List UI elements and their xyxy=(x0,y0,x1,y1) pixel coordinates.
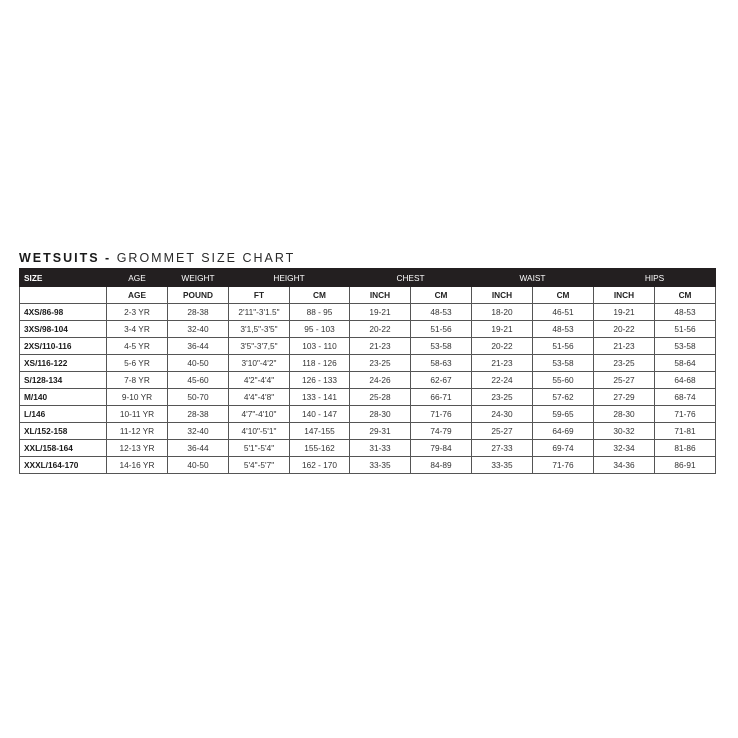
cell-waist-inch: 25-27 xyxy=(472,423,533,440)
cell-height-ft: 4'2"-4'4" xyxy=(229,372,290,389)
cell-height-ft: 3'1,5"-3'5" xyxy=(229,321,290,338)
header-size: SIZE xyxy=(20,269,107,287)
cell-weight-pound: 32-40 xyxy=(168,423,229,440)
cell-chest-cm: 66-71 xyxy=(411,389,472,406)
cell-waist-cm: 64-69 xyxy=(533,423,594,440)
cell-hips-cm: 86-91 xyxy=(655,457,716,474)
cell-size: M/140 xyxy=(20,389,107,406)
cell-chest-cm: 84-89 xyxy=(411,457,472,474)
cell-chest-cm: 74-79 xyxy=(411,423,472,440)
header-waist: WAIST xyxy=(472,269,594,287)
cell-chest-inch: 31-33 xyxy=(350,440,411,457)
cell-size: XXXL/164-170 xyxy=(20,457,107,474)
cell-chest-cm: 51-56 xyxy=(411,321,472,338)
sub-header-hips-inch: INCH xyxy=(594,287,655,304)
table-row xyxy=(20,423,716,440)
cell-hips-inch: 25-27 xyxy=(594,372,655,389)
table-row xyxy=(20,304,716,321)
cell-weight-pound: 36-44 xyxy=(168,440,229,457)
cell-waist-inch: 21-23 xyxy=(472,355,533,372)
chart-title xyxy=(19,250,715,266)
cell-height-cm: 126 - 133 xyxy=(290,372,350,389)
cell-hips-inch: 34-36 xyxy=(594,457,655,474)
sub-header-row xyxy=(20,287,716,304)
cell-height-ft: 4'7"-4'10" xyxy=(229,406,290,423)
cell-hips-inch: 27-29 xyxy=(594,389,655,406)
cell-chest-cm: 58-63 xyxy=(411,355,472,372)
cell-age: 4-5 YR xyxy=(107,338,168,355)
cell-age: 11-12 YR xyxy=(107,423,168,440)
cell-chest-cm: 62-67 xyxy=(411,372,472,389)
cell-age: 10-11 YR xyxy=(107,406,168,423)
cell-hips-cm: 51-56 xyxy=(655,321,716,338)
cell-chest-inch: 25-28 xyxy=(350,389,411,406)
sub-header-age: AGE xyxy=(107,287,168,304)
sub-header-empty xyxy=(20,287,107,304)
cell-height-cm: 147-155 xyxy=(290,423,350,440)
cell-age: 9-10 YR xyxy=(107,389,168,406)
cell-height-cm: 133 - 141 xyxy=(290,389,350,406)
cell-age: 7-8 YR xyxy=(107,372,168,389)
cell-age: 14-16 YR xyxy=(107,457,168,474)
cell-weight-pound: 40-50 xyxy=(168,355,229,372)
cell-age: 3-4 YR xyxy=(107,321,168,338)
chart-title-light: GROMMET SIZE CHART xyxy=(116,251,296,265)
cell-chest-cm: 48-53 xyxy=(411,304,472,321)
cell-age: 2-3 YR xyxy=(107,304,168,321)
cell-chest-inch: 29-31 xyxy=(350,423,411,440)
cell-height-cm: 162 - 170 xyxy=(290,457,350,474)
cell-height-cm: 95 - 103 xyxy=(290,321,350,338)
cell-hips-inch: 30-32 xyxy=(594,423,655,440)
cell-weight-pound: 36-44 xyxy=(168,338,229,355)
cell-height-cm: 118 - 126 xyxy=(290,355,350,372)
cell-size: XS/116-122 xyxy=(20,355,107,372)
cell-chest-inch: 19-21 xyxy=(350,304,411,321)
chart-title-bold: WETSUITS - xyxy=(19,251,112,265)
cell-size: 3XS/98-104 xyxy=(20,321,107,338)
cell-size: S/128-134 xyxy=(20,372,107,389)
cell-hips-cm: 58-64 xyxy=(655,355,716,372)
cell-waist-inch: 33-35 xyxy=(472,457,533,474)
table-row xyxy=(20,457,716,474)
cell-waist-cm: 57-62 xyxy=(533,389,594,406)
sub-header-chest-cm: CM xyxy=(411,287,472,304)
table-row xyxy=(20,355,716,372)
cell-chest-inch: 21-23 xyxy=(350,338,411,355)
cell-waist-inch: 27-33 xyxy=(472,440,533,457)
table-row xyxy=(20,372,716,389)
table-row xyxy=(20,389,716,406)
cell-chest-cm: 79-84 xyxy=(411,440,472,457)
cell-hips-inch: 32-34 xyxy=(594,440,655,457)
cell-hips-cm: 48-53 xyxy=(655,304,716,321)
cell-waist-cm: 71-76 xyxy=(533,457,594,474)
cell-hips-cm: 64-68 xyxy=(655,372,716,389)
cell-waist-cm: 59-65 xyxy=(533,406,594,423)
cell-waist-inch: 19-21 xyxy=(472,321,533,338)
cell-waist-cm: 46-51 xyxy=(533,304,594,321)
cell-size: XL/152-158 xyxy=(20,423,107,440)
table-row xyxy=(20,406,716,423)
size-chart xyxy=(19,250,715,474)
cell-waist-cm: 69-74 xyxy=(533,440,594,457)
cell-waist-cm: 53-58 xyxy=(533,355,594,372)
table-row xyxy=(20,338,716,355)
header-age: AGE xyxy=(107,269,168,287)
cell-hips-cm: 53-58 xyxy=(655,338,716,355)
cell-height-ft: 3'10"-4'2" xyxy=(229,355,290,372)
table-row xyxy=(20,440,716,457)
cell-height-ft: 5'4"-5'7" xyxy=(229,457,290,474)
cell-size: 4XS/86-98 xyxy=(20,304,107,321)
cell-hips-inch: 20-22 xyxy=(594,321,655,338)
sub-header-height-ft: FT xyxy=(229,287,290,304)
header-chest: CHEST xyxy=(350,269,472,287)
cell-chest-inch: 20-22 xyxy=(350,321,411,338)
cell-weight-pound: 50-70 xyxy=(168,389,229,406)
cell-chest-cm: 53-58 xyxy=(411,338,472,355)
cell-height-cm: 88 - 95 xyxy=(290,304,350,321)
sub-header-chest-inch: INCH xyxy=(350,287,411,304)
cell-waist-inch: 23-25 xyxy=(472,389,533,406)
cell-size: 2XS/110-116 xyxy=(20,338,107,355)
cell-weight-pound: 28-38 xyxy=(168,304,229,321)
table-row xyxy=(20,321,716,338)
cell-height-cm: 140 - 147 xyxy=(290,406,350,423)
cell-weight-pound: 45-60 xyxy=(168,372,229,389)
cell-hips-cm: 68-74 xyxy=(655,389,716,406)
cell-hips-inch: 23-25 xyxy=(594,355,655,372)
cell-weight-pound: 32-40 xyxy=(168,321,229,338)
cell-hips-cm: 71-76 xyxy=(655,406,716,423)
cell-chest-inch: 33-35 xyxy=(350,457,411,474)
header-weight: WEIGHT xyxy=(168,269,229,287)
cell-chest-inch: 24-26 xyxy=(350,372,411,389)
cell-waist-inch: 22-24 xyxy=(472,372,533,389)
cell-waist-inch: 24-30 xyxy=(472,406,533,423)
cell-height-ft: 5'1"-5'4" xyxy=(229,440,290,457)
sub-header-waist-cm: CM xyxy=(533,287,594,304)
cell-hips-inch: 28-30 xyxy=(594,406,655,423)
size-table xyxy=(19,268,716,474)
sub-header-waist-inch: INCH xyxy=(472,287,533,304)
cell-hips-cm: 81-86 xyxy=(655,440,716,457)
cell-waist-cm: 51-56 xyxy=(533,338,594,355)
cell-weight-pound: 40-50 xyxy=(168,457,229,474)
cell-chest-cm: 71-76 xyxy=(411,406,472,423)
cell-height-ft: 4'4"-4'8" xyxy=(229,389,290,406)
header-height: HEIGHT xyxy=(229,269,350,287)
cell-height-ft: 3'5"-3'7,5" xyxy=(229,338,290,355)
cell-waist-cm: 48-53 xyxy=(533,321,594,338)
cell-height-ft: 2'11"-3'1.5" xyxy=(229,304,290,321)
group-header-row xyxy=(20,269,716,287)
cell-chest-inch: 28-30 xyxy=(350,406,411,423)
cell-waist-inch: 18-20 xyxy=(472,304,533,321)
cell-waist-inch: 20-22 xyxy=(472,338,533,355)
cell-hips-cm: 71-81 xyxy=(655,423,716,440)
cell-height-cm: 155-162 xyxy=(290,440,350,457)
sub-header-height-cm: CM xyxy=(290,287,350,304)
cell-waist-cm: 55-60 xyxy=(533,372,594,389)
cell-chest-inch: 23-25 xyxy=(350,355,411,372)
cell-size: XXL/158-164 xyxy=(20,440,107,457)
sub-header-pound: POUND xyxy=(168,287,229,304)
cell-hips-inch: 19-21 xyxy=(594,304,655,321)
sub-header-hips-cm: CM xyxy=(655,287,716,304)
cell-size: L/146 xyxy=(20,406,107,423)
cell-age: 5-6 YR xyxy=(107,355,168,372)
cell-height-cm: 103 - 110 xyxy=(290,338,350,355)
cell-height-ft: 4'10"-5'1" xyxy=(229,423,290,440)
cell-weight-pound: 28-38 xyxy=(168,406,229,423)
header-hips: HIPS xyxy=(594,269,716,287)
cell-hips-inch: 21-23 xyxy=(594,338,655,355)
cell-age: 12-13 YR xyxy=(107,440,168,457)
